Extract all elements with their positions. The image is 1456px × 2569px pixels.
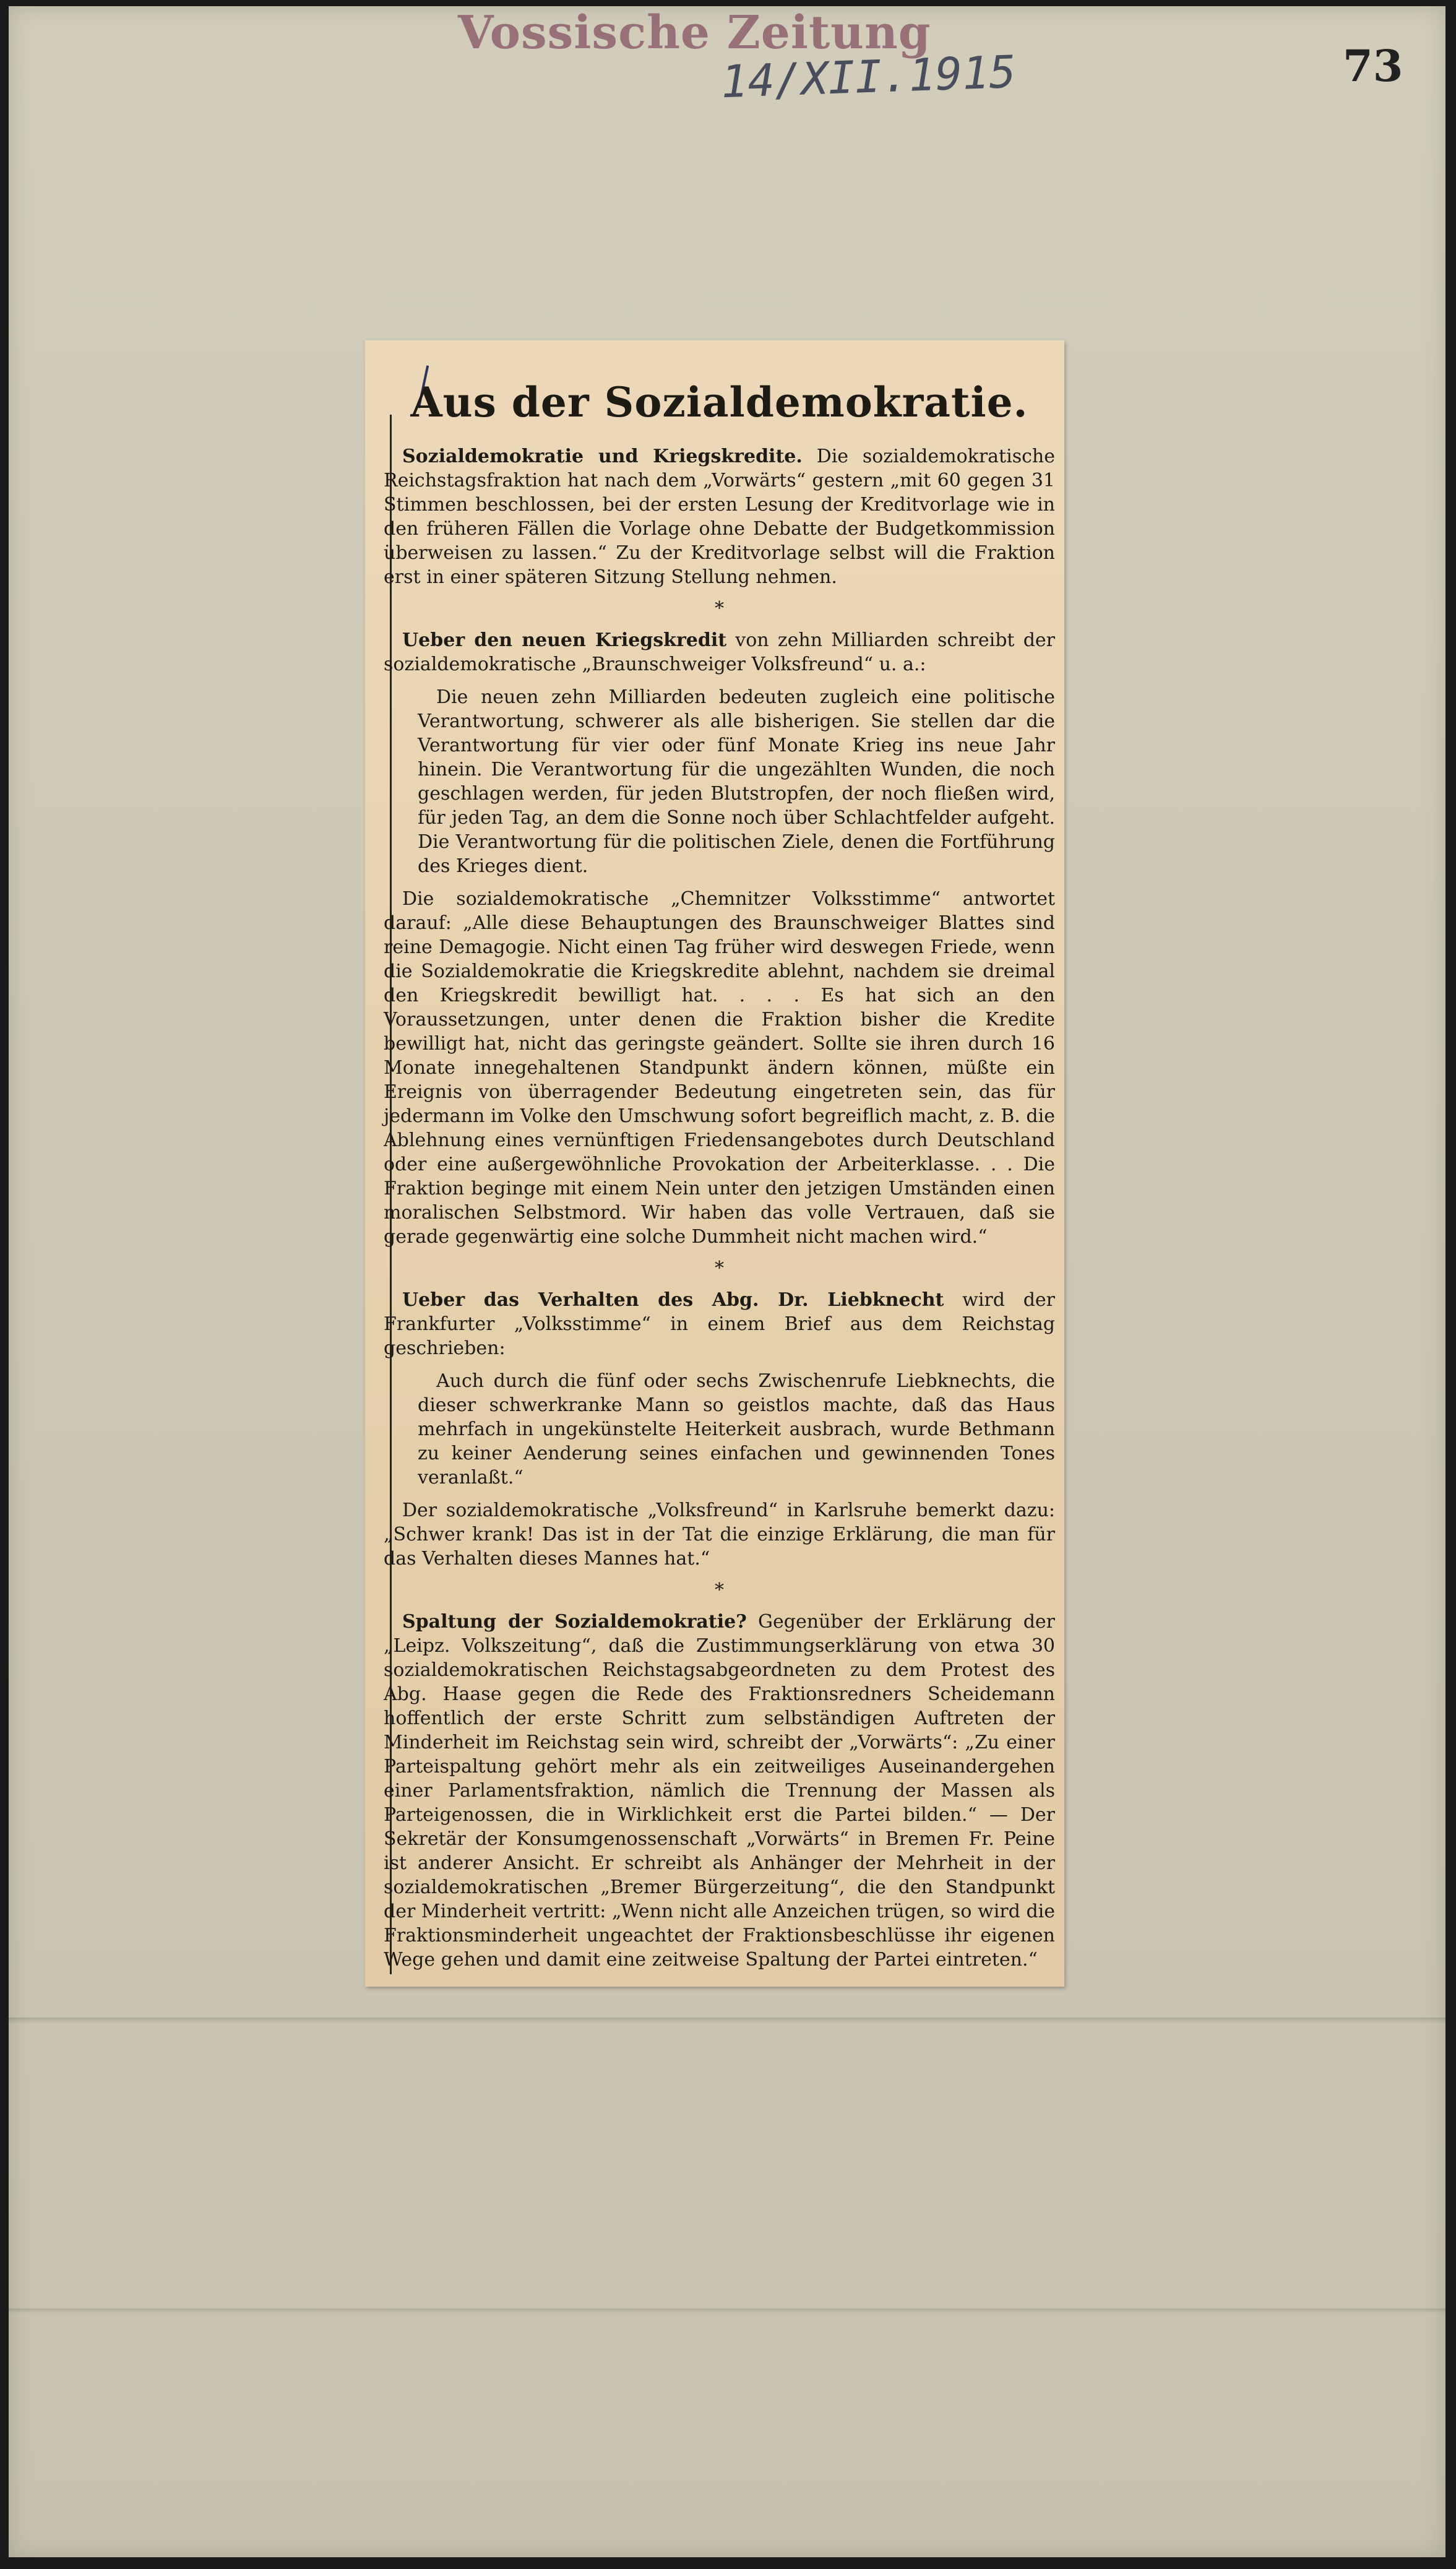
page-fold — [9, 2308, 1445, 2313]
paragraph-liebknecht — [384, 1288, 1055, 1360]
paragraph-reply: Die sozialdemokratische „Chemnitzer Volksstimme“ antwortet darauf: „Alle diese Behauptungen des Braunschweiger Blattes sind reine Demagogie. Nicht einen Tag früher wird deswegen Friede, wenn die Sozialdemokratie die Kriegskredite ablehnt, nachdem sie dreimal den Kriegskredit bewilligt hat. . . . Es hat sich an den Voraussetzungen, unter denen die Fraktion bisher die Kredite bewilligt hat, nicht das geringste geändert. Sollte sie ihren durch 16 Monate innegehaltenen Standpunkt ändern können, müßte ein Ereignis von überragender Bedeutung eingetreten sein, das für jedermann im Volke den Umschwung sofort begreiflich macht, z. B. die Ablehnung eines vernünftigen Friedensangebotes durch Deutschland oder eine außergewöhnliche Provokation der Arbeiterklasse. . . Die Fraktion beginge mit einem Nein unter den jetzigen Umständen einen moralischen Selbstmord. Wir haben das volle Vertrauen, daß sie gerade gegenwärtig eine solche Dummheit nicht machen wird.“ — [384, 888, 1055, 1248]
section-lead: Ueber das Verhalten des Abg. Dr. Liebknecht — [402, 1289, 944, 1311]
page-fold — [9, 2018, 1445, 2024]
section-text: wird der Frankfurter „Volksstimme“ in einem Brief aus dem Reichstag geschrieben: — [384, 1289, 1055, 1359]
section-text: von zehn Milliarden schreibt der sozialdemokratische „Braunschweiger Volksfreund“ u. a.: — [384, 629, 1055, 675]
paragraph-spaltung — [384, 1610, 1055, 1972]
paragraph-kriegskredite — [384, 444, 1055, 589]
section-lead: Ueber den neuen Kriegskredit — [402, 629, 727, 651]
paragraph-neuer-kriegskredit — [384, 628, 1055, 676]
block-quote: Die neuen zehn Milliarden bedeuten zugleich eine politische Verantwortung, schwerer als alle bisherigen. Sie stellen dar die Verantwortung für vier oder fünf Monate Krieg ins neue Jahr hinein. Die Verantwortung für die ungezählten Wunden, die noch geschlagen werden, für jeden Blutstropfen, der noch fließen wird, für jeden Tag, an dem die Sonne noch über Schlachtfelder aufgeht. Die Verantwortung für die politischen Ziele, denen die Fortführung des Krieges dient. — [418, 686, 1055, 877]
section-text: Gegenüber der Erklärung der „Leipz. Volkszeitung“, daß die Zustimmungserklärung von etwa 30 sozialdemokratischen Reichstagsabgeordneten zu dem Protest des Abg. Haase gegen die Rede des Fraktionsredners Scheidemann hoffentlich der erste Schritt zum selbständigen Auftreten der Minderheit im Reichstag sein wird, schreibt der „Vorwärts“: „Zu einer Parteispaltung gehört mehr als ein zeitweiliges Auseinandergehen einer Parlamentsfraktion, nämlich die Trennung der Massen als Parteigenossen, die in Wirklichkeit erst die Partei bilden.“ — Der Sekretär der Konsumgenossenschaft „Vorwärts“ in Bremen Fr. Peine ist anderer Ansicht. Er schreibt als Anhänger der Mehrheit in der sozialdemokratischen „Bremer Bürgerzeitung“, die den Standpunkt der Minderheit vertritt: „Wenn nicht alle Anzeichen trügen, so wird die Fraktionsminderheit ungeachtet der Fraktionsbeschlüsse ihr eigenen Wege gehen und damit eine zeitweise Spaltung der Partei eintreten.“ — [384, 1611, 1055, 1971]
section-text: Die sozialdemokratische Reichstagsfraktion hat nach dem „Vorwärts“ gestern „mit 60 gegen 31 Stimmen beschlossen, bei der ersten Lesung der Kreditvorlage wie in den früheren Fällen die Vorlage ohne Debatte der Budgetkommission überweisen zu lassen.“ Zu der Kreditvorlage selbst will die Fraktion erst in einer späteren Sitzung Stellung nehmen. — [384, 446, 1055, 588]
article-body — [384, 378, 1055, 1975]
article-headline: Aus der Sozialdemokratie. — [410, 378, 1028, 426]
page-number: 73 — [1343, 40, 1403, 92]
section-lead: Spaltung der Sozialdemokratie? — [402, 1611, 747, 1633]
section-separator: * — [715, 1579, 724, 1601]
section-separator: * — [715, 598, 724, 620]
newspaper-stamp: Vossische Zeitung — [458, 6, 931, 59]
paragraph-reply: Der sozialdemokratische „Volksfreund“ in Karlsruhe bemerkt dazu: „Schwer krank! Das ist in der Tat die einzige Erklärung, die man für das Verhalten dieses Mannes hat.“ — [384, 1500, 1055, 1569]
section-lead: Sozialdemokratie und Kriegskredite. — [402, 446, 803, 467]
newspaper-clipping — [365, 340, 1064, 1987]
handwritten-date: 14/XII.1915 — [720, 45, 1017, 108]
section-separator: * — [715, 1258, 724, 1279]
block-quote: Auch durch die fünf oder sechs Zwischenrufe Liebknechts, die dieser schwerkranke Mann so geistlos machte, daß das Haus mehrfach in ungekünstelte Heiterkeit ausbrach, wurde Bethmann zu keiner Aenderung seines einfachen und gewinnenden Tones veranlaßt.“ — [418, 1370, 1055, 1488]
